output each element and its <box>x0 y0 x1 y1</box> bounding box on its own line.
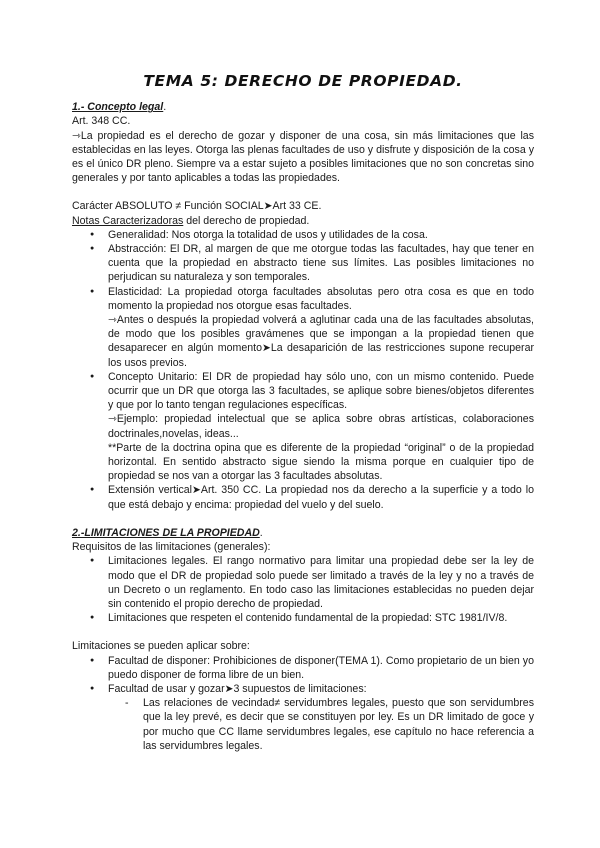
list-item <box>108 285 534 370</box>
list-item-subtext: **Parte de la doctrina opina que es diferente de la propiedad “original” o de la propiedad horizontal. En sentido abstracto sigue siendo la misma porque en cualquier tipo de propiedad se nos van a otorgar las 3 facultades absolutas. <box>108 441 534 483</box>
list-item-text: Abstracción: El DR, al margen de que me otorgue todas las facultades, hay que tener en cuenta que la propiedad en abstracto tiene sus límites. Las posibles limitaciones no perjudican su naturaleza y son temporales. <box>108 243 534 284</box>
page-title: TEMA 5: DERECHO DE PROPIEDAD. <box>143 72 463 90</box>
notas-line <box>72 214 534 228</box>
list-item <box>108 242 534 285</box>
notas-list <box>72 228 534 512</box>
caracter-line: Carácter ABSOLUTO ≠ Función SOCIAL➤Art 33 CE. <box>72 200 322 213</box>
list-item-subtext: ⇾Ejemplo: propiedad intelectual que se aplica sobre obras artísticas, colaboraciones doctrinales,novelas, ideas... <box>108 413 534 440</box>
definition-paragraph: ⇾La propiedad es el derecho de gozar y disponer de una cosa, sin más limitaciones que las establecidas en las leyes. Otorga las plenas facultades de uso y disfrute y disposición de la cosa y es el único DR pleno. Siempre va a estar sujeto a posibles limitaciones que no son concretas sino generales y por tanto aplicables a todas las propiedades. <box>72 129 534 185</box>
section1-heading-suffix: . <box>163 101 167 114</box>
section2-heading: 2.-LIMITACIONES DE LA PROPIEDAD <box>72 526 260 539</box>
list-item-text: Concepto Unitario: El DR de propiedad hay sólo uno, con un mismo contenido. Puede ocurrir que un DR que otorga las 3 facultades, se aplique sobre bienes/objetos diferentes y que por lo tanto tengan regulaciones específicas. <box>108 370 534 412</box>
list-item <box>108 228 534 242</box>
list-item-text: Limitaciones legales. El rango normativo para limitar una propiedad debe ser la ley de modo que el DR de propiedad solo puede ser limitado a través de la ley y no a través de un Decreto o un reglamento. En todo caso las limitaciones establecidas no pueden dejar sin contenido el propio derecho de propiedad. <box>108 555 534 610</box>
article-ref: Art. 348 CC. <box>72 115 131 128</box>
list-item <box>108 483 534 511</box>
section1-heading: 1.- Concepto legal <box>72 101 164 114</box>
list-item-text: Facultad de disponer: Prohibiciones de disponer(TEMA 1). Como propietario de un bien yo puedo disponer de forma libre de un bien. <box>108 654 534 681</box>
list-item <box>108 370 534 484</box>
aplicar-line: Limitaciones se pueden aplicar sobre: <box>72 640 250 653</box>
dash-item-text: Las relaciones de vecindad≠ servidumbres legales, puesto que son servidumbres que la ley prevé, es decir que se constituyen por ley. Es un DR limitado de goce y por mucho que CC llame servidumbres legales, ese capítulo no hace referencia a las servidumbres legales. <box>143 697 534 752</box>
notas-underlined: Notas Caracterizadoras <box>72 214 184 227</box>
list-item <box>108 654 534 682</box>
section2-heading-line <box>72 526 534 540</box>
dash-list <box>108 696 534 753</box>
section2-heading-suffix: . <box>259 526 263 539</box>
list-item-text: Extensión vertical➤Art. 350 CC. La propiedad nos da derecho a la superficie y a todo lo que está debajo y encima: propiedad del vuelo y del suelo. <box>108 484 534 511</box>
section1-heading-line <box>72 100 534 114</box>
notas-rest: del derecho de propiedad. <box>183 214 310 227</box>
list-item-text: Generalidad: Nos otorga la totalidad de usos y utilidades de la cosa. <box>108 228 428 241</box>
list-item <box>108 611 534 625</box>
list-item <box>108 682 534 753</box>
requisitos-list <box>72 554 534 625</box>
requisitos-line: Requisitos de las limitaciones (generales): <box>72 541 271 554</box>
aplicar-list <box>72 654 534 753</box>
list-item-subtext: ⇾Antes o después la propiedad volverá a aglutinar cada una de las facultades absolutas, de modo que los posibles gravámenes que se impongan a la propiedad tienen que desaparecer en algún momento➤La desaparición de las restricciones supone recuperar los usos previos. <box>108 314 534 369</box>
list-item-text: Limitaciones que respeten el contenido fundamental de la propiedad: STC 1981/IV/8. <box>108 612 508 625</box>
list-item-text: Elasticidad: La propiedad otorga facultades absolutas pero otra cosa es que en todo momento la propiedad nos otorgue esas facultades. <box>108 285 534 312</box>
dash-item <box>143 696 534 753</box>
list-item <box>108 554 534 611</box>
list-item-text: Facultad de usar y gozar➤3 supuestos de limitaciones: <box>108 682 367 695</box>
